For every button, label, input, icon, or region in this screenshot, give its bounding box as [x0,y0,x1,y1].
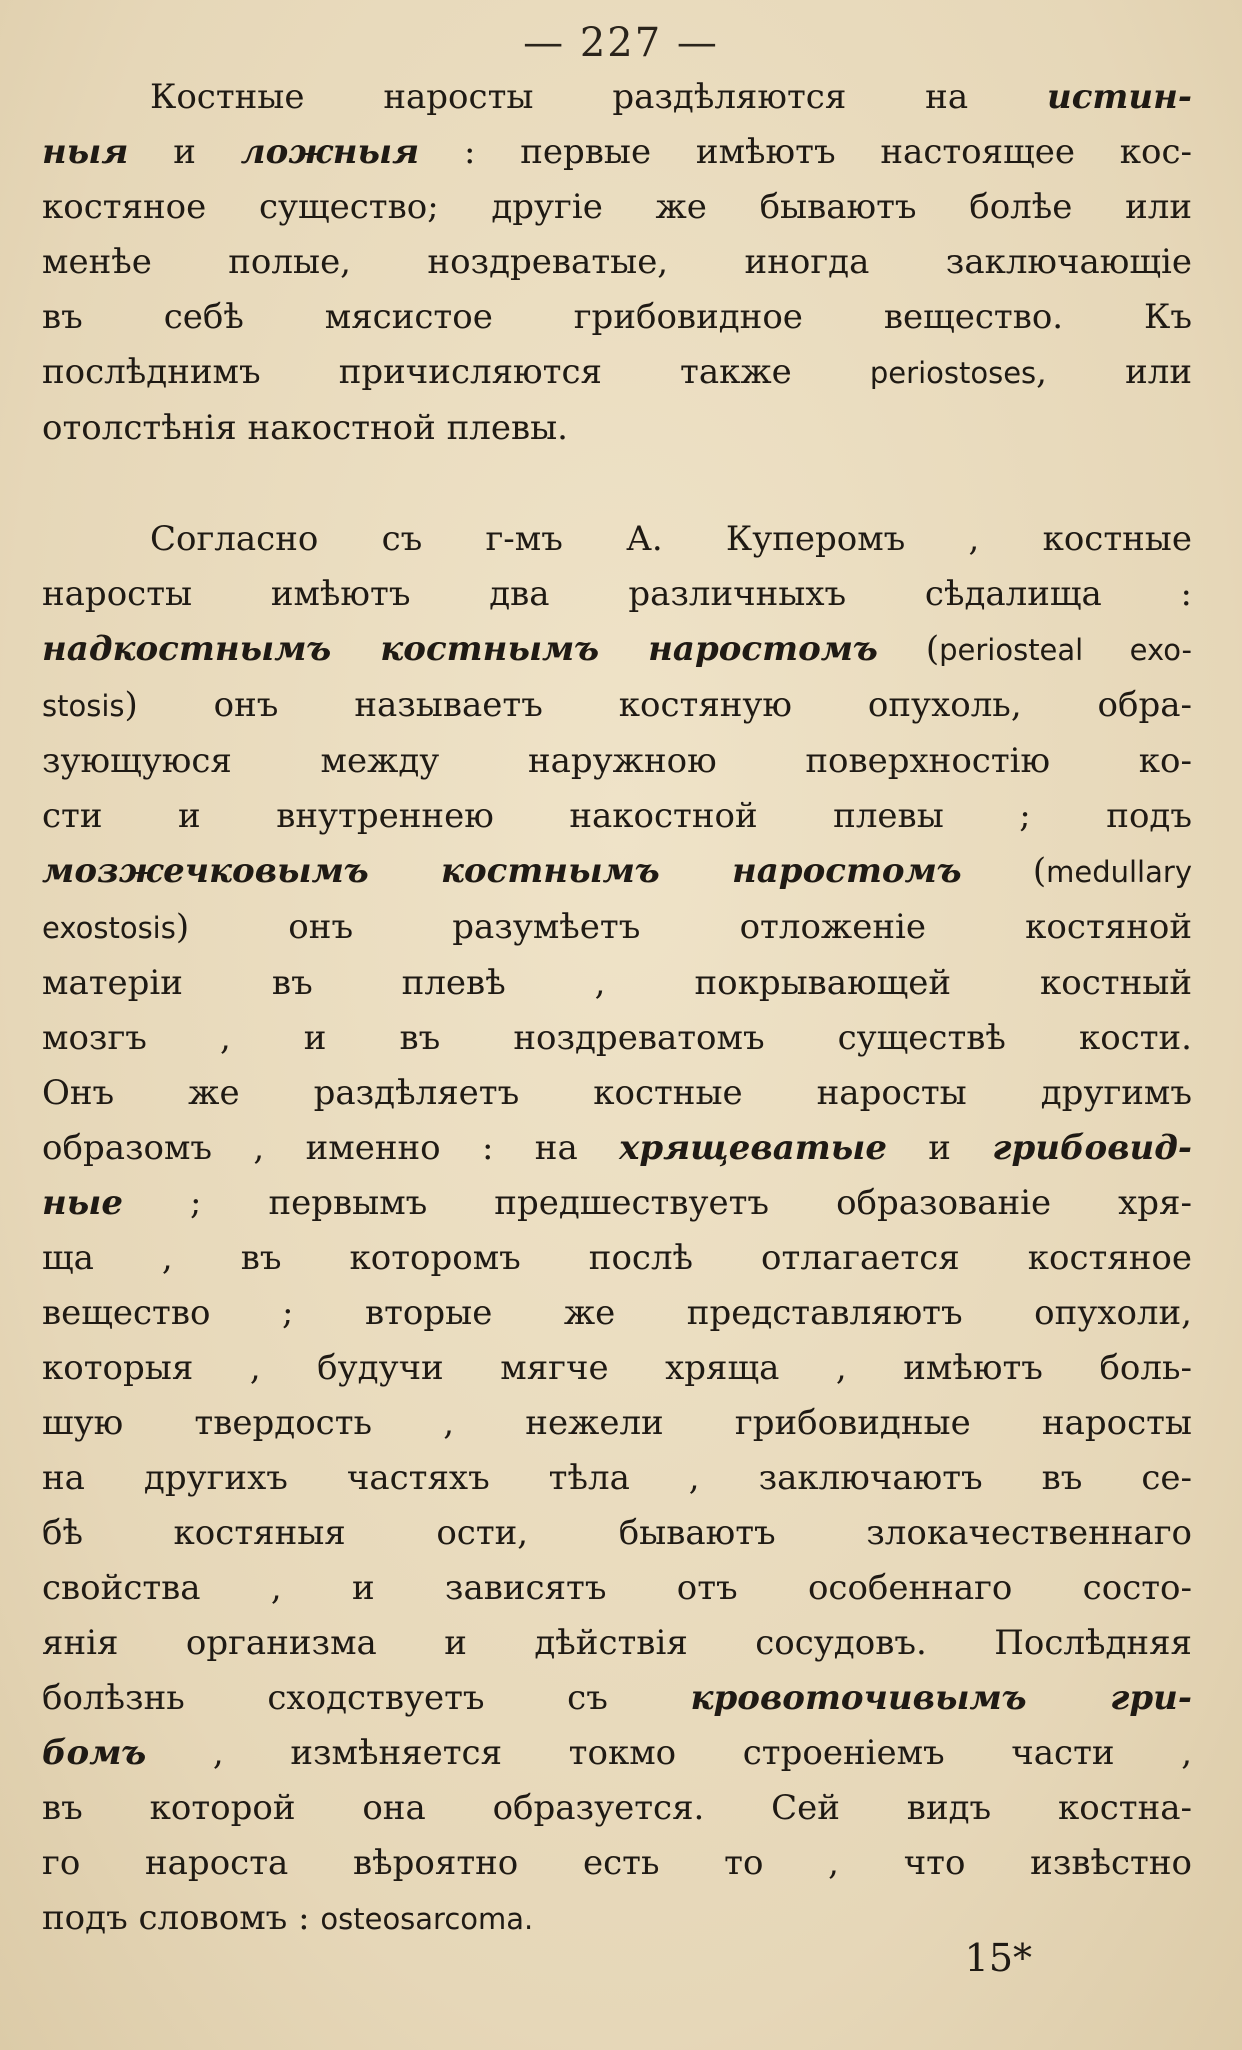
paragraph-1 [42,70,1192,456]
latin-term: medullary [1046,855,1192,889]
page-number: — 227 — [523,20,719,66]
text-run: наросты имѣютъ два различныхъ сѣдалища : [42,574,1192,614]
text-line [42,900,1192,956]
italic-term: мозжечковымъ костнымъ наростомъ [42,851,962,891]
text-run: костяное существо; другiе же бываютъ болѣе или [42,187,1192,227]
text-run: ; первымъ предшествуетъ образованiе хря- [123,1183,1192,1223]
text-line [42,235,1192,290]
signature-mark: 15* [964,1936,1032,1980]
text-run: янiя организма и дѣйствiя сосудовъ. Послѣдняя [42,1623,1192,1663]
text-line [42,1506,1192,1561]
text-line [42,678,1192,734]
text-run: : первые имѣютъ настоящее кос- [419,132,1192,172]
text-line [42,180,1192,235]
text-run: , или [1036,352,1192,392]
latin-term: stosis [42,689,125,723]
text-line [42,1176,1192,1231]
italic-term: кровоточивымъ гри- [690,1678,1192,1718]
text-run: отолстѣнiя накостной плевы. [42,408,568,448]
latin-term: exostosis [42,911,176,945]
text-run: бѣ костяныя ости, бываютъ злокачественнаго [42,1513,1192,1553]
text-line [42,1341,1192,1396]
text-run: , измѣняется токмо строенiемъ части , [146,1733,1192,1773]
latin-term: osteosarcoma. [320,1902,534,1936]
text-line [42,1396,1192,1451]
text-run: на другихъ частяхъ тѣла , заключаютъ въ се- [42,1458,1192,1498]
text-run: Согласно съ г-мъ А. Куперомъ , костные [150,519,1192,559]
text-run: образомъ , именно : на [42,1128,620,1168]
italic-term: грибовид- [992,1128,1192,1168]
italic-term: хрящеватые [619,1128,887,1168]
text-run: въ себѣ мясистое грибовидное вещество. Къ [42,297,1192,337]
italic-term: истин- [1046,77,1192,117]
text-run: матерiи въ плевѣ , покрывающей костный [42,963,1192,1003]
text-run: мозгъ , и въ ноздреватомъ существѣ кости. [42,1018,1192,1058]
text-line [42,70,1192,125]
text-run: Костные наросты раздѣляются на [150,77,1047,117]
text-run: въ которой она образуется. Сей видъ костна- [42,1788,1192,1828]
text-run: ) онъ разумѣетъ отложенiе костяной [175,907,1192,947]
text-line [42,1671,1192,1726]
text-run: и [886,1128,993,1168]
text-run: ( [961,851,1047,891]
text-run: болѣзнь сходствуетъ съ [42,1678,691,1718]
text-run: менѣе полые, ноздреватые, иногда заключающiе [42,242,1192,282]
text-line [42,1781,1192,1836]
text-run: подъ словомъ : [42,1898,321,1938]
text-run: го нароста вѣроятно есть то , что извѣстно [42,1843,1192,1883]
text-run: шую твердость , нежели грибовидные наросты [42,1403,1192,1443]
text-line [42,622,1192,678]
text-run: и [128,132,241,172]
text-run: ща , въ которомъ послѣ отлагается костяное [42,1238,1192,1278]
text-line [42,1231,1192,1286]
italic-term: бомъ [42,1733,147,1773]
text-line [42,512,1192,567]
italic-term: ныя [42,132,129,172]
text-line [42,844,1192,900]
text-line [42,1121,1192,1176]
text-line [42,1726,1192,1781]
italic-term: ложныя [240,132,420,172]
text-line [42,1451,1192,1506]
text-line [42,290,1192,345]
latin-term: periostoses [869,356,1037,390]
italic-term: ные [42,1183,124,1223]
latin-term: periosteal exo- [939,633,1193,667]
text-run: вещество ; вторые же представляютъ опухоли, [42,1293,1192,1333]
text-line [42,789,1192,844]
text-line [42,401,1192,456]
text-line [42,125,1192,180]
text-run: Онъ же раздѣляетъ костные наросты другимъ [42,1073,1192,1113]
text-line [42,956,1192,1011]
text-run: ( [877,629,940,669]
italic-term: надкостнымъ костнымъ наростомъ [42,629,878,669]
text-line [42,1011,1192,1066]
text-line [42,1836,1192,1891]
text-run: послѣднимъ причисляются также [42,352,870,392]
text-line [42,1616,1192,1671]
paragraph-2 [42,512,1192,1947]
text-line [42,734,1192,789]
text-run: свойства , и зависятъ отъ особеннаго состо- [42,1568,1192,1608]
text-line [42,1561,1192,1616]
text-line [42,567,1192,622]
text-run: ) онъ называетъ костяную опухоль, обра- [124,685,1192,725]
text-run: которыя , будучи мягче хряща , имѣютъ боль- [42,1348,1192,1388]
text-line [42,1286,1192,1341]
text-run: сти и внутреннею накостной плевы ; подъ [42,796,1192,836]
text-run: зующуюся между наружною поверхностiю ко- [42,741,1192,781]
text-line [42,345,1192,401]
text-line [42,1066,1192,1121]
